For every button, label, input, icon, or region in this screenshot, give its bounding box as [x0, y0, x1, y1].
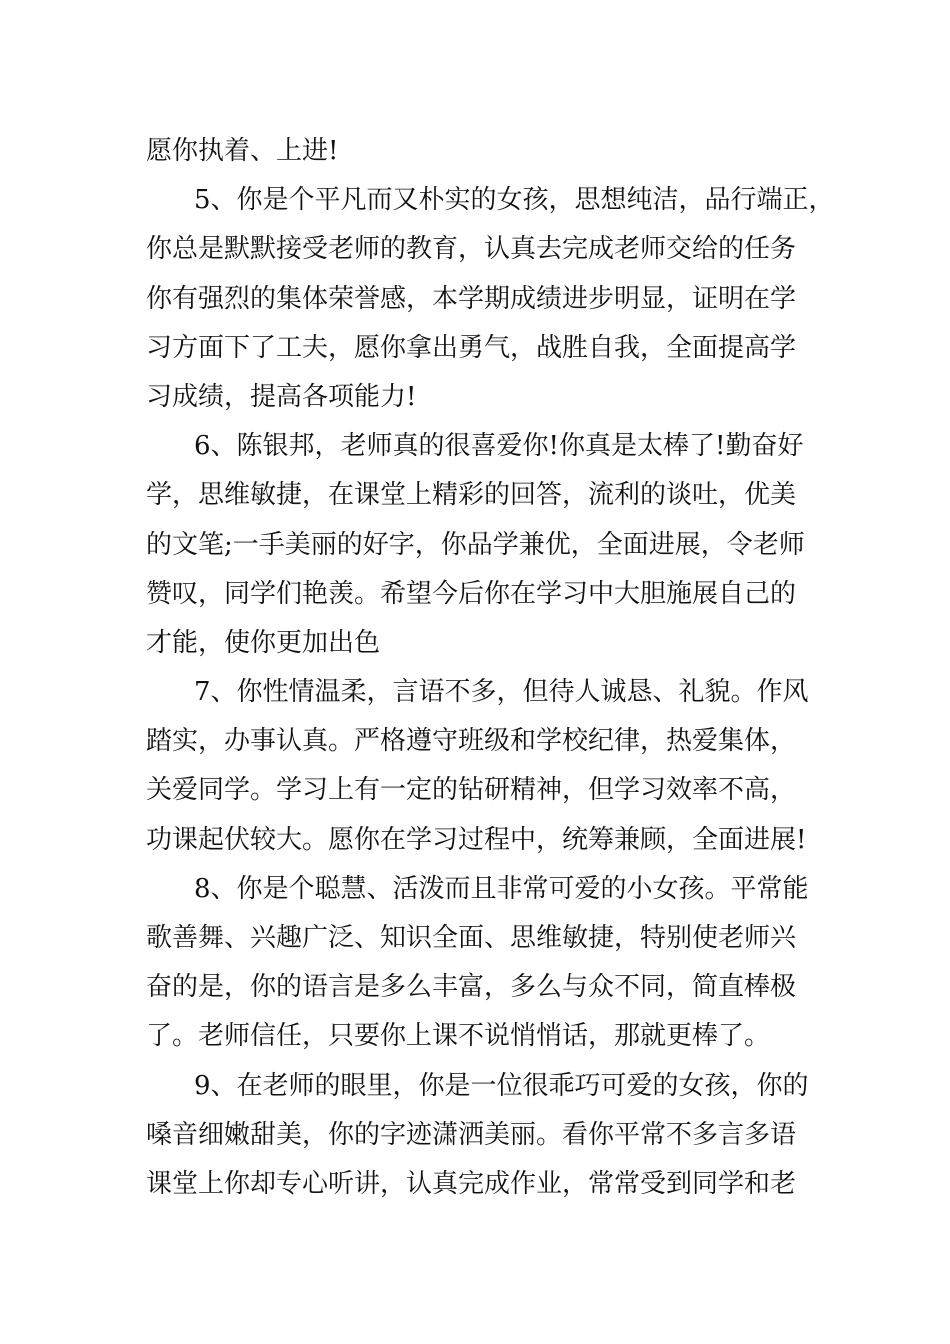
paragraph-start-9: 9、在老师的眼里，你是一位很乖巧可爱的女孩，你的 — [194, 1070, 809, 1101]
text-line: 了。老师信任，只要你上课不说悄悄话，那就更棒了。 — [146, 1021, 771, 1052]
text-line: 习成绩，提高各项能力! — [146, 381, 417, 412]
text-line: 的文笔;一手美丽的好字，你品学兼优，全面进展，令老师 — [146, 529, 805, 560]
text-line: 课堂上你却专心听讲，认真完成作业，常常受到同学和老 — [146, 1168, 797, 1199]
text-line: 赞叹，同学们艳羡。希望今后你在学习中大胆施展自己的 — [146, 578, 797, 609]
text-line: 关爱同学。学习上有一定的钻研精神，但学习效率不高， — [146, 775, 797, 806]
text-line: 嗓音细嫩甜美，你的字迹潇洒美丽。看你平常不多言多语 — [146, 1119, 797, 1150]
document-body — [146, 127, 835, 1209]
paragraph-start-6: 6、陈银邦，老师真的很喜爱你!你真是太棒了!勤奋好 — [194, 431, 804, 462]
text-line: 习方面下了工夫，愿你拿出勇气，战胜自我，全面提高学 — [146, 332, 797, 363]
text-line: 踏实，办事认真。严格遵守班级和学校纪律，热爱集体， — [146, 726, 797, 757]
paragraph-start-7: 7、你性情温柔，言语不多，但待人诚恳、礼貌。作风 — [194, 677, 809, 708]
paragraph-start-8: 8、你是个聪慧、活泼而且非常可爱的小女孩。平常能 — [194, 873, 809, 904]
text-line: 你有强烈的集体荣誉感，本学期成绩进步明显，证明在学 — [146, 283, 797, 314]
text-line: 学，思维敏捷，在课堂上精彩的回答，流利的谈吐，优美 — [146, 480, 797, 511]
paragraph-start-5: 5、你是个平凡而又朴实的女孩，思想纯洁，品行端正， — [194, 185, 835, 216]
text-line: 你总是默默接受老师的教育，认真去完成老师交给的任务 — [146, 234, 797, 265]
text-line: 愿你执着、上进! — [146, 136, 339, 166]
text-line: 功课起伏较大。愿你在学习过程中，统筹兼顾，全面进展! — [146, 824, 807, 855]
text-line: 才能，使你更加出色 — [146, 627, 381, 658]
text-line: 奋的是，你的语言是多么丰富，多么与众不同，简直棒极 — [146, 972, 797, 1003]
text-line: 歌善舞、兴趣广泛、知识全面、思维敏捷，特别使老师兴 — [146, 923, 797, 953]
